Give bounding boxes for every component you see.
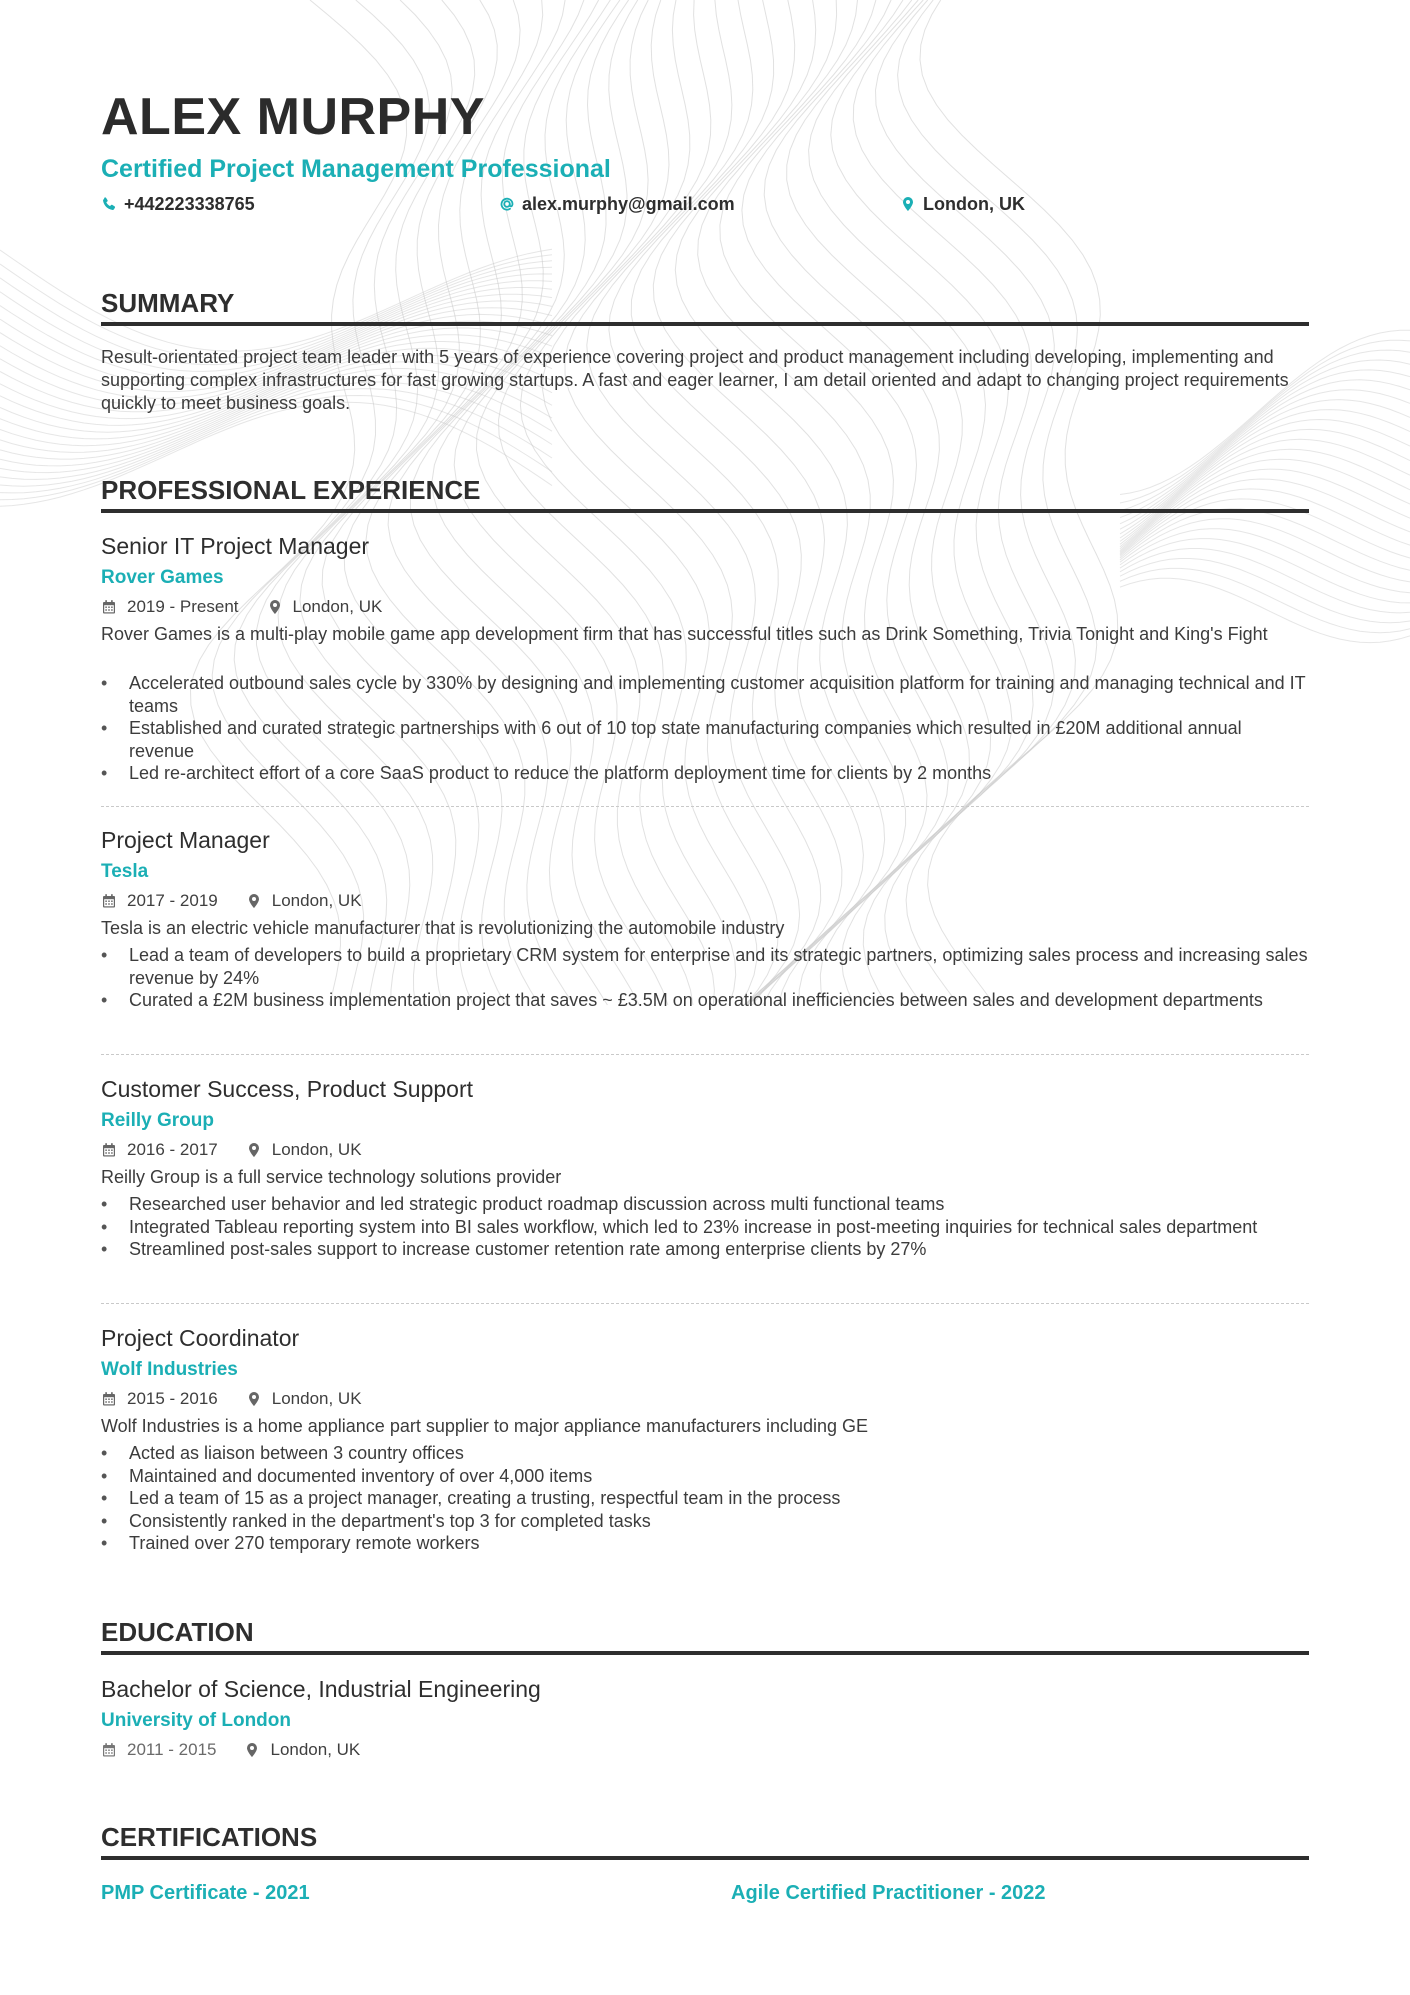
- calendar-icon: [101, 599, 117, 615]
- contact-email[interactable]: [499, 191, 735, 217]
- job-bullets: [101, 1193, 1309, 1261]
- job-description: Reilly Group is a full service technology solutions provider: [101, 1167, 562, 1187]
- list-item: • Accelerated outbound sales cycle by 330% by designing and implementing customer acquisition platform for training and managing technical and IT teams: [101, 672, 1309, 717]
- job-company: Rover Games: [101, 567, 224, 588]
- job-location: London, UK: [271, 1140, 362, 1159]
- location-pin-icon: [246, 893, 262, 909]
- calendar-icon: [101, 893, 117, 909]
- list-item: • Trained over 270 temporary remote workers: [101, 1532, 1309, 1555]
- calendar-icon: [101, 1391, 117, 1407]
- job-location: London, UK: [292, 597, 383, 616]
- list-item: • Led re-architect effort of a core SaaS product to reduce the platform deployment time for clients by 2 months: [101, 762, 1309, 785]
- job-dates: 2019 - Present: [127, 597, 239, 616]
- location-pin-icon: [246, 1391, 262, 1407]
- job-description: Rover Games is a multi-play mobile game app development firm that has successful titles such as Drink Something, Trivia Tonight and King's Fight: [101, 624, 1268, 644]
- list-item: • Acted as liaison between 3 country offices: [101, 1442, 1309, 1465]
- section-title-education: EDUCATION: [101, 1615, 1309, 1655]
- list-item: • Researched user behavior and led strategic product roadmap discussion across multi functional teams: [101, 1193, 1309, 1216]
- job-divider: [101, 806, 1309, 807]
- job-company: Tesla: [101, 861, 149, 882]
- list-item: • Lead a team of developers to build a proprietary CRM system for enterprise and its strategic partners, optimizing sales process and increasing sales revenue by 24%: [101, 944, 1309, 989]
- job-bullets: [101, 1442, 1309, 1555]
- job-title: Senior IT Project Manager: [101, 533, 370, 559]
- job-meta: [101, 596, 382, 618]
- calendar-icon: [101, 1742, 117, 1758]
- job-bullets: [101, 672, 1309, 785]
- certification-item: Agile Certified Practitioner - 2022: [731, 1882, 1046, 1904]
- location-text: London, UK: [923, 194, 1025, 214]
- job-divider: [101, 1303, 1309, 1304]
- job-dates: 2017 - 2019: [127, 891, 218, 910]
- list-item: • Maintained and documented inventory of over 4,000 items: [101, 1465, 1309, 1488]
- location-pin-icon: [900, 196, 916, 212]
- candidate-headline: Certified Project Management Professional: [101, 155, 611, 183]
- section-title-certifications: CERTIFICATIONS: [101, 1820, 1309, 1860]
- job-location: London, UK: [271, 1389, 362, 1408]
- phone-text: +442223338765: [124, 194, 255, 214]
- list-item: • Led a team of 15 as a project manager, creating a trusting, respectful team in the process: [101, 1487, 1309, 1510]
- wave-line: [1120, 549, 1410, 613]
- list-item: • Streamlined post-sales support to increase customer retention rate among enterprise clients by 27%: [101, 1238, 1309, 1261]
- job-description: Wolf Industries is a home appliance part supplier to major appliance manufacturers including GE: [101, 1416, 869, 1436]
- education-school: University of London: [101, 1710, 291, 1731]
- wave-line: [1120, 519, 1410, 582]
- education-degree: Bachelor of Science, Industrial Engineering: [101, 1676, 541, 1702]
- location-pin-icon: [267, 599, 283, 615]
- job-company: Wolf Industries: [101, 1359, 238, 1380]
- job-title: Project Manager: [101, 827, 270, 853]
- list-item: • Integrated Tableau reporting system into BI sales workflow, which led to 23% increase in post-meeting inquiries for technical sales department: [101, 1216, 1309, 1239]
- list-item: • Established and curated strategic partnerships with 6 out of 10 top state manufacturing companies which resulted in £20M additional annual revenue: [101, 717, 1309, 762]
- location-pin-icon: [246, 1142, 262, 1158]
- contact-phone[interactable]: [101, 191, 255, 217]
- list-item: • Consistently ranked in the department's top 3 for completed tasks: [101, 1510, 1309, 1533]
- contact-location: [900, 191, 1025, 217]
- email-text: alex.murphy@gmail.com: [522, 194, 735, 214]
- section-title-experience: PROFESSIONAL EXPERIENCE: [101, 473, 1309, 513]
- job-divider: [101, 1054, 1309, 1055]
- job-description: Tesla is an electric vehicle manufacturer that is revolutionizing the automobile industry: [101, 918, 785, 938]
- job-meta: [101, 1139, 362, 1161]
- location-pin-icon: [244, 1742, 260, 1758]
- wave-line: [1120, 559, 1410, 623]
- job-title: Project Coordinator: [101, 1325, 300, 1351]
- job-meta: [101, 1388, 362, 1410]
- job-location: London, UK: [271, 891, 362, 910]
- section-title-summary: SUMMARY: [101, 286, 1309, 326]
- job-company: Reilly Group: [101, 1110, 214, 1131]
- certification-item: PMP Certificate - 2021: [101, 1882, 310, 1904]
- phone-icon: [101, 196, 117, 212]
- wave-line: [1120, 539, 1410, 603]
- calendar-icon: [101, 1142, 117, 1158]
- job-meta: [101, 890, 362, 912]
- job-title: Customer Success, Product Support: [101, 1076, 473, 1102]
- job-bullets: [101, 944, 1309, 1012]
- list-item: • Curated a £2M business implementation project that saves ~ £3.5M on operational inefficiencies between sales and development departments: [101, 989, 1309, 1012]
- job-dates: 2015 - 2016: [127, 1389, 218, 1408]
- candidate-name: ALEX MURPHY: [101, 88, 485, 146]
- job-dates: 2016 - 2017: [127, 1140, 218, 1159]
- at-sign-icon: [499, 196, 515, 212]
- summary-text: Result-orientated project team leader with 5 years of experience covering project and product management including developing, implementing and supporting complex infrastructures for fast growing startups. A fast and eager learner, I am detail oriented and adapt to changing project requirements quickly to meet business goals.: [101, 347, 1289, 413]
- education-location: London, UK: [270, 1740, 361, 1759]
- education-dates: 2011 - 2015: [127, 1740, 217, 1759]
- education-meta: [101, 1739, 360, 1761]
